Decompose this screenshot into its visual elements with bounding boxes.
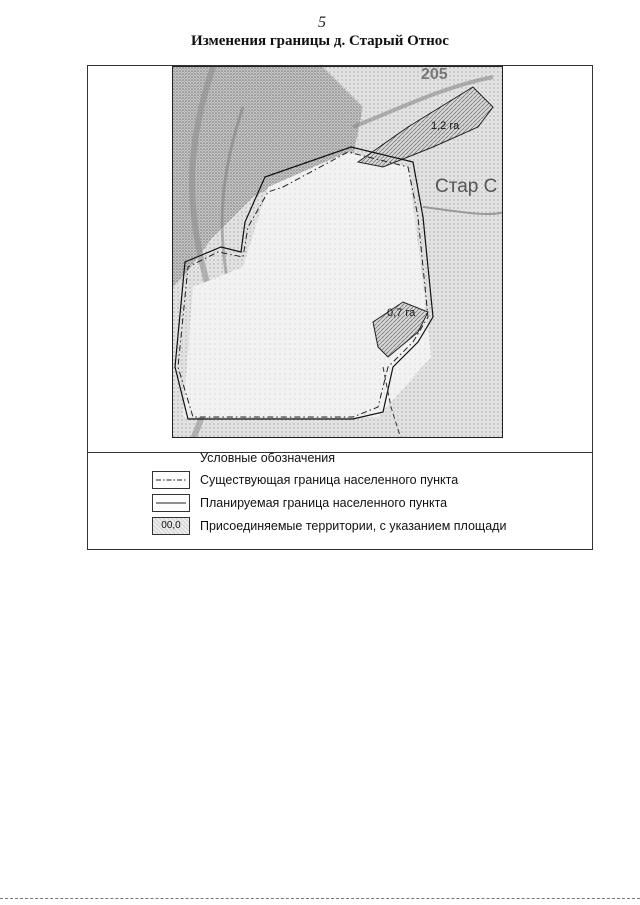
- legend-label-annexed: Присоединяемые территории, с указанием площади: [200, 519, 507, 533]
- map-canvas: [173, 67, 503, 438]
- map-label-village: Стар С: [435, 176, 498, 197]
- planned-boundary-swatch: [152, 494, 190, 512]
- map-label-area-north: 1,2 га: [431, 120, 460, 132]
- page-number: 5: [318, 14, 326, 31]
- map-panel[interactable]: [172, 66, 503, 438]
- legend-title: Условные обозначения: [200, 451, 336, 465]
- legend-item-existing: [152, 471, 572, 491]
- page-title: Изменения границы д. Старый Относ: [191, 33, 449, 49]
- existing-boundary-swatch: [152, 471, 190, 489]
- annexed-territory-swatch: [152, 517, 190, 535]
- swatch-value: 00,0: [161, 520, 181, 531]
- legend-label-existing: Существующая граница населенного пункта: [200, 473, 459, 487]
- map-label-area-south: 0,7 га: [387, 307, 416, 319]
- legend-item-annexed: [152, 517, 572, 537]
- map-label-top-number: 205: [421, 67, 448, 83]
- footer-scan-line: [0, 898, 640, 899]
- legend-label-planned: Планируемая граница населенного пункта: [200, 496, 448, 510]
- frame-divider: [87, 452, 593, 453]
- legend-item-planned: [152, 494, 572, 514]
